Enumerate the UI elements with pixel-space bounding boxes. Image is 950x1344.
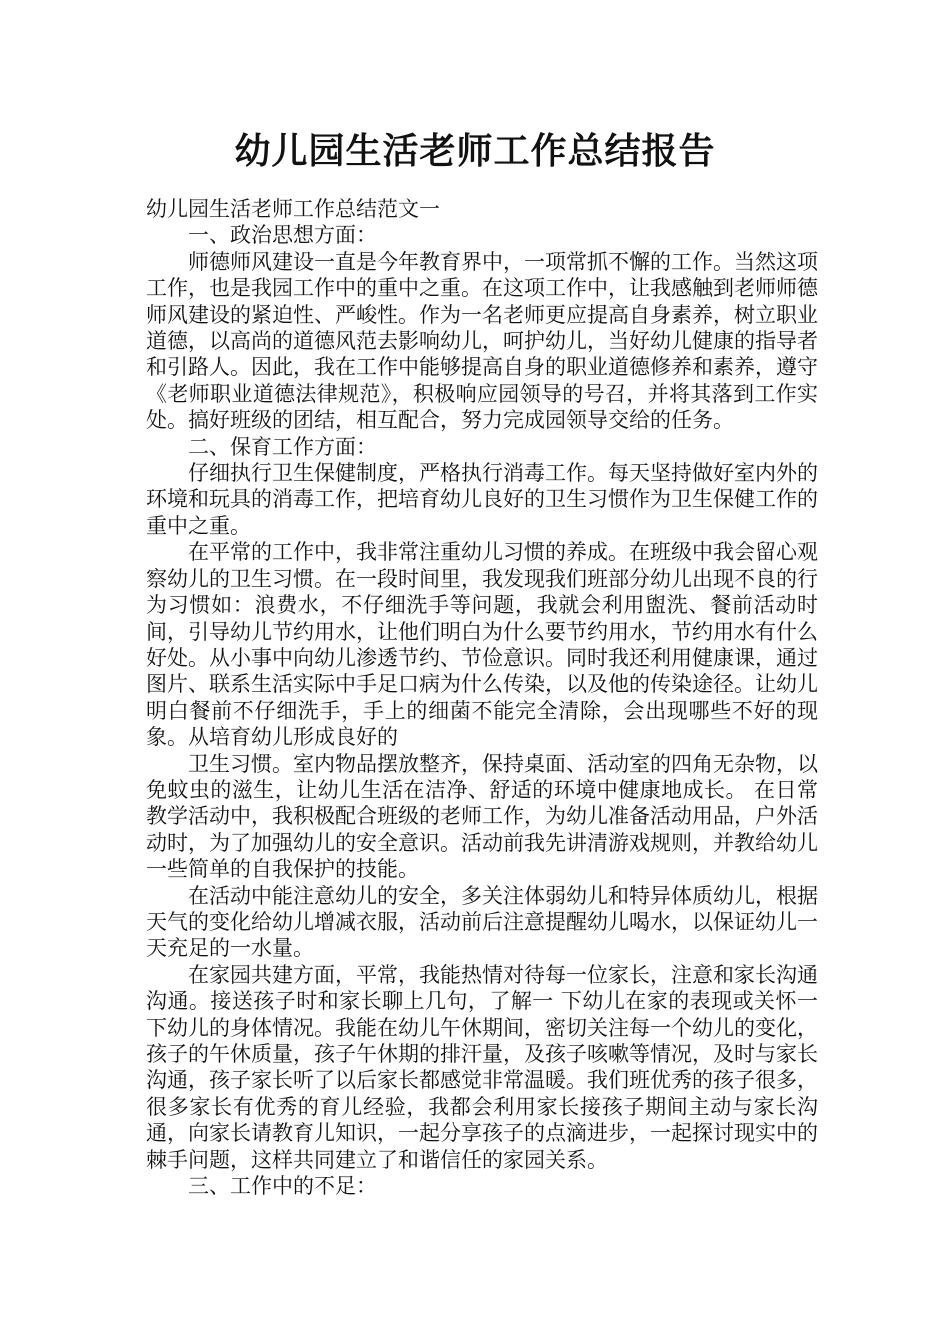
section-heading-care: 二、保育工作方面： [188, 434, 377, 459]
paragraph: 仔细执行卫生保健制度，严格执行消毒工作。每天坚持做好室内外的环境和玩具的消毒工作，把培育幼儿良好的卫生习惯作为卫生保健工作的重中之重。 [146, 461, 818, 538]
section-heading-politics: 一、政治思想方面： [188, 223, 377, 248]
section-heading-shortcomings: 三、工作中的不足： [188, 1174, 377, 1199]
document-body [146, 196, 818, 1199]
paragraph: 师德师风建设一直是今年教育界中，一项常抓不懈的工作。当然这项工作，也是我园工作中的重中之重。在这项工作中，让我感触到老师师德师风建设的紧迫性、严峻性。作为一名老师更应提高自身素养，树立职业道德，以高尚的道德风范去影响幼儿，呵护幼儿，当好幼儿健康的指导者和引路人。因此，我在工作中能够提高自身的职业道德修养和素养，遵守《老师职业道德法律规范》，积极响应园领导的号召，并将其落到工作实处。搞好班级的团结，相互配合，努力完成园领导交给的任务。 [146, 249, 818, 433]
paragraph: 在活动中能注意幼儿的安全，多关注体弱幼儿和特异体质幼儿，根据天气的变化给幼儿增减衣服，活动前后注意提醒幼儿喝水，以保证幼儿一天充足的一水量。 [146, 883, 818, 961]
document-subtitle: 幼儿园生活老师工作总结范文一 [146, 197, 440, 221]
paragraph: 在家园共建方面，平常，我能热情对待每一位家长，注意和家长沟通沟通。接送孩子时和家长聊上几句，了解一 下幼儿在家的表现或关怀一下幼儿的身体情况。我能在幼儿午休期间，密切关注每一个幼儿的变化，孩子的午休质量，孩子午休期的排汗量，及孩子咳嗽等情况，及时与家长沟通，孩子家长听了以后家长都感觉非常温暖。我们班优秀的孩子很多，很多家长有优秀的育儿经验，我都会利用家长接孩子期间主动与家长沟通，向家长请教育儿知识，一起分享孩子的点滴进步，一起探讨现实中的棘手问题，这样共同建立了和谐信任的家园关系。 [146, 962, 818, 1172]
paragraph: 卫生习惯。室内物品摆放整齐，保持桌面、活动室的四角无杂物，以免蚊虫的滋生，让幼儿生活在洁净、舒适的环境中健康地成长。 在日常教学活动中，我积极配合班级的老师工作，为幼儿准备活动用品，户外活动时，为了加强幼儿的安全意识。活动前我先讲清游戏规则，并教给幼儿一些简单的自我保护的技能。 [146, 751, 818, 882]
document-title: 幼儿园生活老师工作总结报告 [234, 131, 716, 172]
paragraph: 在平常的工作中，我非常注重幼儿习惯的养成。在班级中我会留心观察幼儿的卫生习惯。在一段时间里，我发现我们班部分幼儿出现不良的行为习惯如：浪费水，不仔细洗手等问题，我就会利用盥洗、餐前活动时间，引导幼儿节约用水，让他们明白为什么要节约用水，节约用水有什么好处。从小事中向幼儿渗透节约、节俭意识。同时我还利用健康课，通过图片、联系生活实际中手足口病为什么传染，以及他的传染途径。让幼儿明白餐前不仔细洗手，手上的细菌不能完全清除，会出现哪些不好的现象。从培育幼儿形成良好的 [146, 540, 818, 750]
